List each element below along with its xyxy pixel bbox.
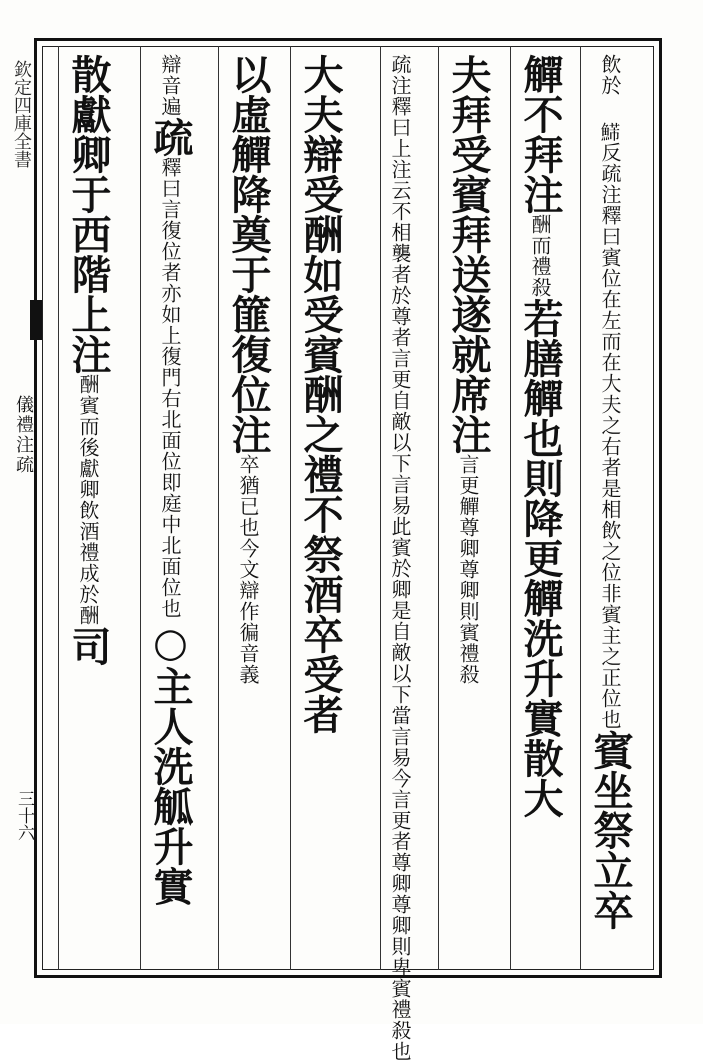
main-text: 賓坐祭立卒 [587,730,634,930]
text-column [297,54,344,734]
column-rule [510,46,511,970]
book-title: 儀禮注疏 [13,395,34,475]
main-text: 散獻卿于西階上注 [65,54,112,374]
text-column [517,54,564,818]
text-column [587,54,634,930]
main-text: 以虛觶降奠于篚復位注 [225,54,272,454]
commentary-text: 酬賓而後獻卿飲酒禮成於酬 [76,374,100,626]
main-text: 夫拜受賓拜送遂就席注 [445,54,492,454]
commentary-text: 疏注釋曰上注云不相襲者於尊者言更自敵以下言易此賓於卿是自敵以下當言易今言更者尊卿尊卿則卑賓禮殺也 [388,54,412,1062]
page-number: 三十六 [14,790,34,841]
commentary-text: 疏注釋曰賓位在左而在大夫之右者是相飲之位非賓主之正位也 [598,163,622,730]
text-column [147,54,194,906]
column-rule [380,46,381,970]
margin-header: 欽定四庫全書 [11,60,32,168]
text-column [225,54,272,685]
main-text: 若膳觶也則降更觶洗升實散大 [517,298,564,818]
main-text: ○主人洗觚升實 [147,619,194,906]
text-column [65,54,112,666]
column-rule [58,46,59,970]
column-rule [218,46,219,970]
column-rule [438,46,439,970]
fishtail-mark [30,300,42,340]
commentary-text: 酬而禮殺 [528,214,552,298]
column-rule [290,46,291,970]
main-text: 觶不拜注 [517,54,564,214]
text-column [390,54,410,1062]
column-rule [140,46,141,970]
column-rule [580,46,581,970]
main-text: 疏 [147,117,194,157]
text-column [445,54,492,685]
commentary-text: 釋曰言復位者亦如上復門右北面位即庭中北面位也 [158,157,182,619]
main-text: 司 [65,626,112,666]
commentary-text: 卒猶已也今文辯作徧音義 [236,454,260,685]
commentary-text: 辯音遍 [158,54,182,117]
main-text: 大夫辯受酬如受賓酬之禮不祭酒卒受者 [297,54,344,734]
commentary-text: 言更觶尊卿尊卿則賓禮殺 [456,454,480,685]
commentary-text: 飲於 𩹩反 [598,54,622,163]
